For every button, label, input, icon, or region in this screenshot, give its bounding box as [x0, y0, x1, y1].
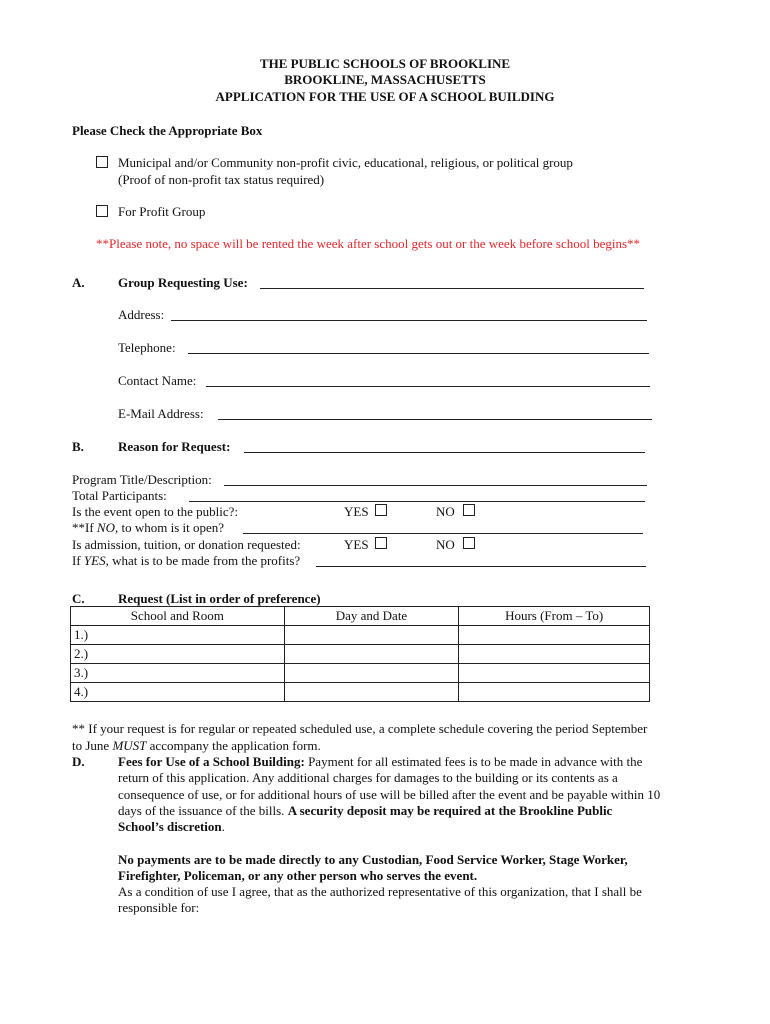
nonprofit-label: Municipal and/or Community non-profit civic, educational, religious, or political group — [118, 155, 573, 170]
fees-line-4: days of the issuance of the bills. A security deposit may be required at the Brookline Public — [118, 803, 613, 818]
if-yes-field[interactable] — [316, 566, 646, 567]
hours-header: Hours (From – To) — [459, 607, 650, 626]
day-date-header: Day and Date — [284, 607, 459, 626]
public-yes-label: YES — [344, 504, 369, 519]
group-requesting-label: Group Requesting Use: — [118, 275, 248, 290]
fees-line-3: consequence of use, or for additional hours of use will be billed after the event and be payable within 10 — [118, 787, 661, 802]
public-no-checkbox[interactable] — [463, 504, 475, 516]
email-field[interactable] — [218, 419, 652, 420]
if-no-field[interactable] — [243, 533, 643, 534]
hours-cell[interactable] — [459, 645, 650, 664]
admission-no-label: NO — [436, 537, 455, 552]
program-label: Program Title/Description: — [72, 472, 212, 487]
participants-field[interactable] — [189, 501, 645, 502]
forprofit-checkbox[interactable] — [96, 205, 108, 217]
public-yes-checkbox[interactable] — [375, 504, 387, 516]
address-label: Address: — [118, 307, 165, 322]
schedule-note-line-2: to June MUST accompany the application form. — [72, 738, 321, 753]
reason-label: Reason for Request: — [118, 439, 231, 454]
fees-line-2: return of this application. Any additional charges for damages to the building or its contents as a — [118, 770, 618, 785]
contact-name-field[interactable] — [206, 386, 650, 387]
if-no-question: **If NO, to whom is it open? — [72, 520, 225, 535]
request-table — [70, 606, 650, 702]
day-date-cell[interactable] — [284, 683, 459, 702]
admission-yes-checkbox[interactable] — [375, 537, 387, 549]
rental-notice: **Please note, no space will be rented the week after school gets out or the week before school begins** — [96, 236, 641, 251]
public-no-label: NO — [436, 504, 455, 519]
section-a-letter: A. — [72, 275, 85, 290]
payments-warning-line-1: No payments are to be made directly to any Custodian, Food Service Worker, Stage Worker, — [118, 852, 628, 867]
section-b-letter: B. — [72, 439, 84, 454]
email-label: E-Mail Address: — [118, 406, 204, 421]
nonprofit-checkbox[interactable] — [96, 156, 108, 168]
condition-line-1: As a condition of use I agree, that as the authorized representative of this organization, that I shall be — [118, 884, 642, 899]
hours-cell[interactable] — [459, 683, 650, 702]
hours-cell[interactable] — [459, 626, 650, 645]
request-title: Request (List in order of preference) — [118, 591, 321, 606]
row-number[interactable]: 2.) — [71, 645, 285, 664]
check-box-heading: Please Check the Appropriate Box — [72, 123, 263, 138]
school-room-header: School and Room — [71, 607, 285, 626]
if-yes-question: If YES, what is to be made from the profits? — [72, 553, 301, 568]
header-line-1: THE PUBLIC SCHOOLS OF BROOKLINE — [259, 56, 511, 71]
contact-name-label: Contact Name: — [118, 373, 197, 388]
section-c-letter: C. — [72, 591, 85, 606]
row-number[interactable]: 3.) — [71, 664, 285, 683]
table-row — [71, 645, 650, 664]
row-number[interactable]: 4.) — [71, 683, 285, 702]
header-line-3: APPLICATION FOR THE USE OF A SCHOOL BUILDING — [215, 89, 555, 104]
header-line-2: BROOKLINE, MASSACHUSETTS — [284, 72, 486, 87]
program-field[interactable] — [224, 485, 647, 486]
hours-cell[interactable] — [459, 664, 650, 683]
day-date-cell[interactable] — [284, 645, 459, 664]
forprofit-label: For Profit Group — [118, 204, 206, 219]
request-table-header — [71, 607, 650, 626]
nonprofit-note: (Proof of non-profit tax status required) — [118, 172, 325, 187]
address-field[interactable] — [171, 320, 647, 321]
row-number[interactable]: 1.) — [71, 626, 285, 645]
admission-question: Is admission, tuition, or donation requested: — [72, 537, 301, 552]
public-question: Is the event open to the public?: — [72, 504, 239, 519]
section-d-letter: D. — [72, 754, 85, 769]
day-date-cell[interactable] — [284, 664, 459, 683]
reason-field[interactable] — [244, 452, 645, 453]
day-date-cell[interactable] — [284, 626, 459, 645]
table-row — [71, 664, 650, 683]
group-requesting-field[interactable] — [260, 288, 644, 289]
telephone-label: Telephone: — [118, 340, 176, 355]
table-row — [71, 626, 650, 645]
admission-yes-label: YES — [344, 537, 369, 552]
participants-label: Total Participants: — [72, 488, 167, 503]
fees-line-1: Fees for Use of a School Building: Payment for all estimated fees is to be made in advance with the — [118, 754, 643, 769]
table-row — [71, 683, 650, 702]
condition-line-2: responsible for: — [118, 900, 200, 915]
admission-no-checkbox[interactable] — [463, 537, 475, 549]
telephone-field[interactable] — [188, 353, 649, 354]
fees-line-5: School’s discretion. — [118, 819, 225, 834]
payments-warning-line-2: Firefighter, Policeman, or any other person who serves the event. — [118, 868, 478, 883]
schedule-note-line-1: ** If your request is for regular or repeated scheduled use, a complete schedule covering the period September — [72, 721, 648, 736]
